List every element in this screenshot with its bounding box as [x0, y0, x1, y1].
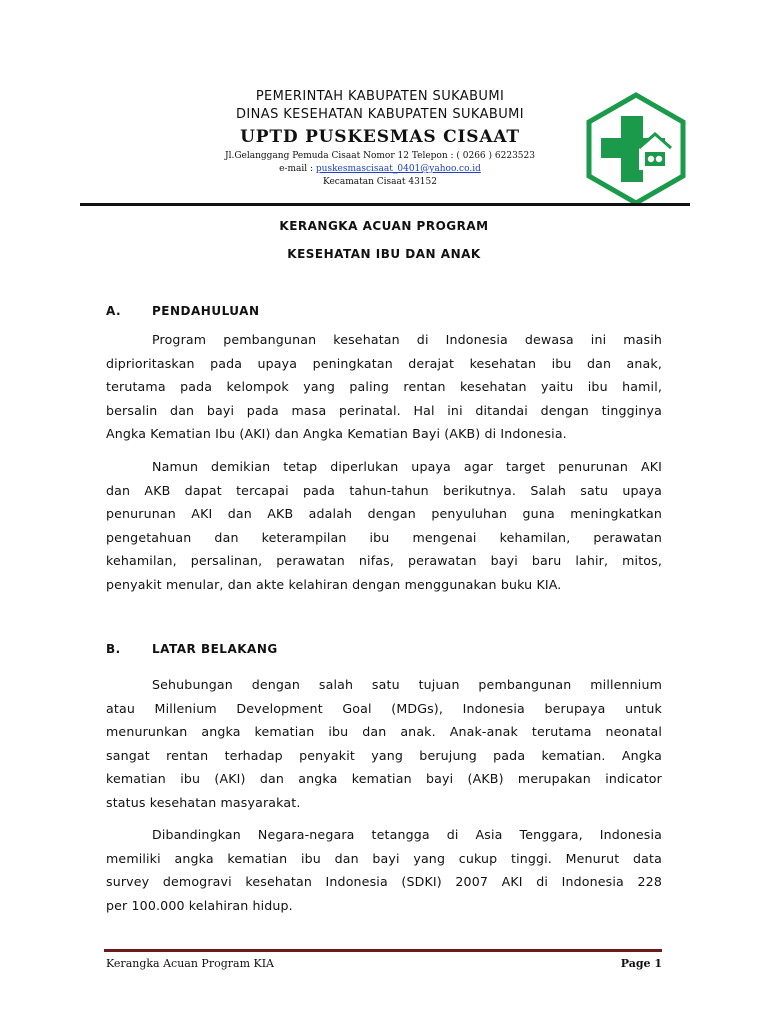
text-line: Sehubungan dengan salah satu tujuan pembangunan millennium — [152, 677, 662, 692]
text-line: memiliki angka kematian ibu dan bayi yang cukup tinggi. Menurut data — [106, 850, 662, 866]
letterhead-divider — [80, 203, 690, 206]
section-a-heading — [106, 304, 260, 318]
department-name: DINAS KESEHATAN KABUPATEN SUKABUMI — [236, 107, 524, 122]
text-line: kehamilan, persalinan, perawatan nifas, perawatan bayi baru lahir, mitos, — [106, 553, 662, 569]
section-a-paragraph-1 — [106, 328, 662, 446]
page-number: Page 1 — [620, 957, 662, 970]
puskesmas-logo-icon — [585, 92, 687, 206]
text-line: pengetahuan dan keterampilan ibu mengenai kehamilan, perawatan — [106, 529, 662, 545]
section-letter: B. — [106, 642, 121, 656]
footer-document-name: Kerangka Acuan Program KIA — [106, 957, 274, 970]
text-line: penyakit menular, dan akte kelahiran dengan menggunakan buku KIA. — [106, 576, 562, 592]
text-line: kematian ibu (AKI) dan angka kematian bayi (AKB) merupakan indicator — [106, 771, 662, 787]
text-line: dan AKB dapat tercapai pada tahun-tahun berikutnya. Salah satu upaya — [106, 482, 662, 498]
institution-title: UPTD PUSKESMAS CISAAT — [240, 127, 520, 147]
text-line: terutama pada kelompok yang paling rentan kesehatan yaitu ibu hamil, — [106, 379, 662, 395]
email-label: e-mail : — [279, 164, 316, 174]
text-line: status kesehatan masyarakat. — [106, 794, 301, 810]
section-b-paragraph-1 — [106, 673, 662, 815]
email-link[interactable]: puskesmascisaat_0401@yahoo.co.id — [315, 164, 481, 174]
document-title: KERANGKA ACUAN PROGRAM — [279, 219, 489, 233]
letterhead — [180, 88, 580, 189]
text-line: per 100.000 kelahiran hidup. — [106, 897, 293, 913]
text-line: bersalin dan bayi pada masa perinatal. Hal ini ditandai dengan tingginya — [106, 402, 662, 418]
section-b-paragraph-2 — [106, 823, 662, 917]
text-line: Namun demikian tetap diperlukan upaya agar target penurunan AKI — [152, 459, 662, 474]
text-line: Dibandingkan Negara-negara tetangga di Asia Tenggara, Indonesia — [152, 827, 662, 842]
text-line: atau Millenium Development Goal (MDGs), Indonesia berupaya untuk — [106, 700, 662, 716]
text-line: penurunan AKI dan AKB adalah dengan penyuluhan guna meningkatkan — [106, 506, 662, 522]
footer-divider — [104, 949, 662, 952]
district-line: Kecamatan Cisaat 43152 — [323, 177, 437, 187]
text-line: sangat rentan terhadap penyakit yang berujung pada kematian. Angka — [106, 747, 662, 763]
section-b-heading — [106, 642, 278, 656]
text-line: Program pembangunan kesehatan di Indonesia dewasa ini masih — [152, 332, 662, 347]
text-line: diprioritaskan pada upaya peningkatan derajat kesehatan ibu dan anak, — [106, 355, 662, 371]
text-line: survey demogravi kesehatan Indonesia (SDKI) 2007 AKI di Indonesia 228 — [106, 874, 662, 890]
address-line: Jl.Gelanggang Pemuda Cisaat Nomor 12 Telepon : ( 0266 ) 6223523 — [225, 151, 535, 161]
text-line: menurunkan angka kematian ibu dan anak. Anak-anak terutama neonatal — [106, 724, 662, 740]
section-a-paragraph-2 — [106, 455, 662, 597]
section-title: PENDAHULUAN — [152, 304, 260, 318]
email-line — [180, 163, 580, 176]
section-letter: A. — [106, 304, 122, 318]
government-name: PEMERINTAH KABUPATEN SUKABUMI — [255, 89, 505, 104]
text-line: Angka Kematian Ibu (AKI) dan Angka Kematian Bayi (AKB) di Indonesia. — [106, 426, 567, 442]
section-title: LATAR BELAKANG — [152, 642, 278, 656]
document-subtitle: KESEHATAN IBU DAN ANAK — [287, 247, 481, 261]
